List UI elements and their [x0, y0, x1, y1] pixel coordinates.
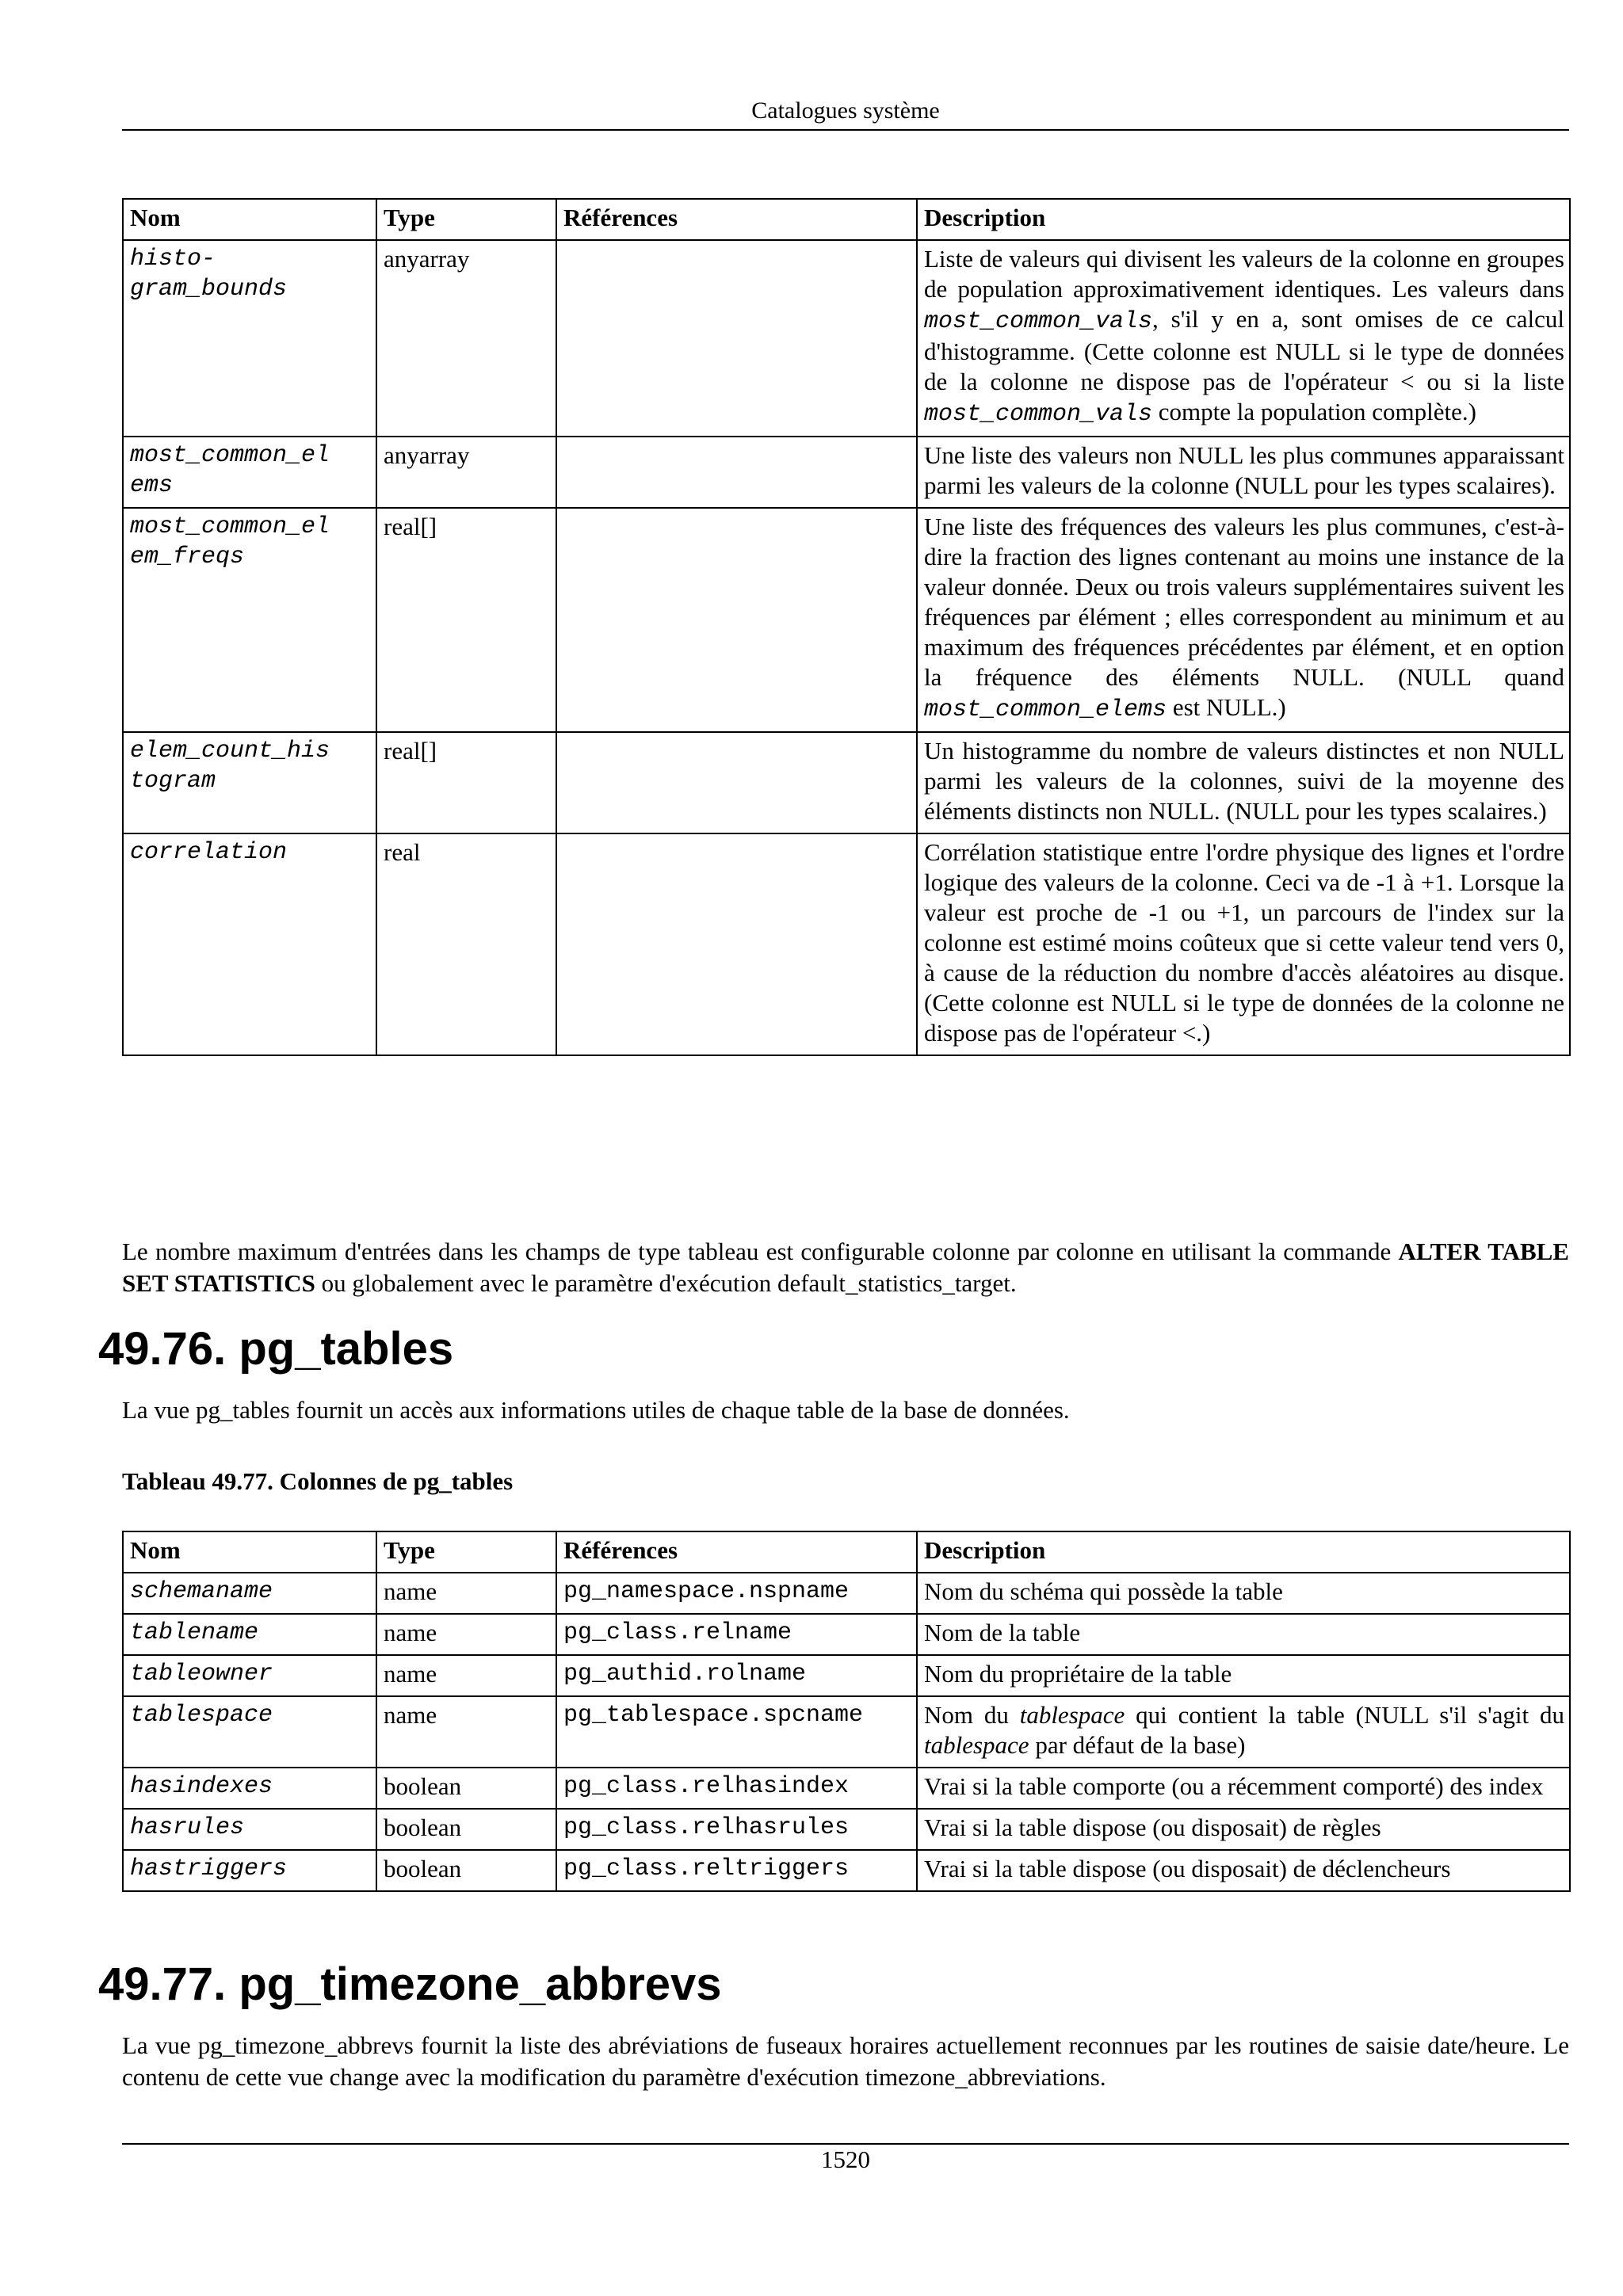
- cell-type: [376, 437, 556, 508]
- command-name: ALTER TABLE SET STATISTICS: [122, 1238, 1569, 1297]
- cell-references: [556, 1809, 917, 1850]
- cell-references-text: pg_namespace.nspname: [563, 1578, 850, 1605]
- header-rule: [122, 129, 1569, 131]
- cell-description: [917, 1614, 1570, 1655]
- cell-type-text: real: [384, 838, 421, 866]
- cell-name-text: tablename: [130, 1619, 259, 1646]
- inline-code: most_common_vals: [924, 401, 1153, 428]
- section-title-pg-timezone-abbrevs: 49.77. pg_timezone_abbrevs: [98, 1958, 722, 2010]
- cell-references-text: pg_class.reltriggers: [563, 1855, 850, 1882]
- cell-name: [123, 1655, 376, 1696]
- cell-type-text: name: [384, 1701, 437, 1729]
- description-text: Liste de valeurs qui divisent les valeurs de la colonne en groupes de population approximativement identiques. Les valeurs dans: [924, 245, 1564, 303]
- statistics-table-body: [123, 240, 1570, 1055]
- table-row: [123, 1768, 1570, 1809]
- cell-name: [123, 732, 376, 833]
- cell-references: [556, 240, 917, 437]
- cell-description: [917, 1850, 1570, 1891]
- cell-type-text: boolean: [384, 1772, 462, 1800]
- column-header-type: Type: [376, 1531, 556, 1573]
- cell-name-text: schemaname: [130, 1578, 273, 1605]
- cell-references-text: pg_authid.rolname: [563, 1661, 807, 1688]
- cell-name: [123, 437, 376, 508]
- running-header: Catalogues système: [751, 97, 940, 124]
- cell-references: [556, 833, 917, 1055]
- table-row: [123, 437, 1570, 508]
- table-header-row: [123, 199, 1570, 240]
- cell-name-text: correlation: [130, 839, 288, 866]
- cell-references: [556, 437, 917, 508]
- cell-type-text: name: [384, 1619, 437, 1646]
- column-header-description: Description: [917, 1531, 1570, 1573]
- description-text: Une liste des valeurs non NULL les plus communes apparaissant parmi les valeurs de la colonne (NULL pour les types scalaires).: [924, 441, 1564, 499]
- cell-type: [376, 1614, 556, 1655]
- cell-type-text: real[]: [384, 737, 437, 765]
- cell-type-text: name: [384, 1660, 437, 1688]
- cell-name: [123, 1614, 376, 1655]
- cell-description: [917, 1655, 1570, 1696]
- cell-type-text: real[]: [384, 513, 437, 540]
- column-header-name: Nom: [123, 199, 376, 240]
- table-row: [123, 240, 1570, 437]
- cell-name: [123, 1850, 376, 1891]
- cell-name-text: histo- gram_bounds: [130, 246, 288, 303]
- table-row: [123, 508, 1570, 732]
- column-header-references: Références: [556, 1531, 917, 1573]
- description-text: qui contient la table (NULL s'il s'agit du: [1125, 1701, 1564, 1729]
- description-text: Vrai si la table dispose (ou disposait) de règles: [924, 1814, 1381, 1841]
- pg-tables-intro: La vue pg_tables fournit un accès aux informations utiles de chaque table de la base de données.: [122, 1396, 1070, 1424]
- cell-type: [376, 833, 556, 1055]
- description-text: , s'il y en a, sont omises de ce calcul d'histogramme. (Cette colonne est NULL si le type de données de la colonne ne dispose pas de l'opérateur < ou si la liste: [924, 305, 1564, 395]
- description-text: Nom du propriétaire de la table: [924, 1660, 1232, 1688]
- cell-name-text: hasrules: [130, 1814, 245, 1841]
- description-text: par défaut de la base): [1029, 1731, 1246, 1759]
- pg-timezone-abbrevs-intro: La vue pg_timezone_abbrevs fournit la liste des abréviations de fuseaux horaires actuellement reconnues par les routines de saisie date/heure. Le contenu de cette vue change avec la modification du paramètre d'exécution timezone_abbreviations.: [122, 2031, 1569, 2091]
- cell-name-text: most_common_el em_freqs: [130, 513, 330, 570]
- table-row: [123, 1573, 1570, 1614]
- inline-code: most_common_elems: [924, 696, 1167, 723]
- cell-type: [376, 732, 556, 833]
- description-text: Un histogramme du nombre de valeurs distinctes et non NULL parmi les valeurs de la colonnes, suivi de la moyenne des éléments distincts non NULL. (NULL pour les types scalaires.): [924, 737, 1564, 825]
- cell-type: [376, 1850, 556, 1891]
- paragraph-text: ou globalement avec le paramètre d'exécution default_statistics_target.: [315, 1269, 1017, 1297]
- description-text: Vrai si la table dispose (ou disposait) de déclencheurs: [924, 1855, 1451, 1882]
- cell-references-text: pg_class.relhasrules: [563, 1814, 850, 1841]
- cell-name-text: hasindexes: [130, 1773, 273, 1800]
- description-text: Nom du schéma qui possède la table: [924, 1577, 1283, 1605]
- cell-type: [376, 1809, 556, 1850]
- description-text: Corrélation statistique entre l'ordre physique des lignes et l'ordre logique des valeurs de la colonne. Ceci va de -1 à +1. Lorsque la valeur est proche de -1 ou +1, un parcours de l'index sur la colonne est estimé moins coûteux que si cette valeur tend vers 0, à cause de la réduction du nombre d'accès aléatoires au disque. (Cette colonne est NULL si le type de données de la colonne ne dispose pas de l'opérateur <.): [924, 838, 1564, 1047]
- cell-type: [376, 1768, 556, 1809]
- cell-description: [917, 732, 1570, 833]
- cell-name: [123, 833, 376, 1055]
- statistics-note-paragraph: [122, 1236, 1569, 1299]
- cell-description: [917, 437, 1570, 508]
- cell-references: [556, 1655, 917, 1696]
- emphasis-text: tablespace: [1019, 1701, 1125, 1729]
- cell-name: [123, 1696, 376, 1768]
- page-number: 1520: [821, 2145, 870, 2173]
- description-text: Nom du: [924, 1701, 1020, 1729]
- table-row: [123, 833, 1570, 1055]
- cell-name-text: hastriggers: [130, 1855, 288, 1882]
- table-row: [123, 1696, 1570, 1768]
- table-row: [123, 1809, 1570, 1850]
- cell-references-text: pg_tablespace.spcname: [563, 1702, 864, 1729]
- cell-description: [917, 1573, 1570, 1614]
- column-header-description: Description: [917, 199, 1570, 240]
- cell-type: [376, 1573, 556, 1614]
- cell-type-text: boolean: [384, 1814, 462, 1841]
- statistics-columns-table: [122, 198, 1571, 1056]
- section-title-pg-tables: 49.76. pg_tables: [98, 1323, 454, 1375]
- pg-tables-table-body: [123, 1573, 1570, 1891]
- table-row: [123, 1850, 1570, 1891]
- column-header-name: Nom: [123, 1531, 376, 1573]
- cell-description: [917, 1768, 1570, 1809]
- description-text: Une liste des fréquences des valeurs les plus communes, c'est-à-dire la fraction des lignes contenant au moins une instance de la valeur donnée. Deux ou trois valeurs supplémentaires suivent les fréquences par élément ; elles correspondent au minimum et au maximum des fréquences précédentes par élément, et en option la fréquence des éléments NULL. (NULL quand: [924, 513, 1564, 691]
- cell-type-text: boolean: [384, 1855, 462, 1882]
- cell-references: [556, 1768, 917, 1809]
- cell-name-text: tablespace: [130, 1702, 273, 1729]
- description-text: Vrai si la table comporte (ou a récemment comporté) des index: [924, 1772, 1544, 1800]
- cell-type-text: name: [384, 1577, 437, 1605]
- cell-description: [917, 833, 1570, 1055]
- cell-name: [123, 240, 376, 437]
- table-row: [123, 732, 1570, 833]
- cell-references: [556, 1850, 917, 1891]
- description-text: Nom de la table: [924, 1619, 1081, 1646]
- cell-references: [556, 732, 917, 833]
- cell-description: [917, 508, 1570, 732]
- cell-references: [556, 1573, 917, 1614]
- cell-references: [556, 508, 917, 732]
- cell-name: [123, 1573, 376, 1614]
- cell-description: [917, 240, 1570, 437]
- cell-name: [123, 1809, 376, 1850]
- paragraph-text: Le nombre maximum d'entrées dans les champs de type tableau est configurable colonne par colonne en utilisant la commande: [122, 1238, 1399, 1265]
- cell-references-text: pg_class.relname: [563, 1619, 792, 1646]
- cell-type-text: anyarray: [384, 245, 470, 273]
- cell-type: [376, 508, 556, 732]
- description-text: est NULL.): [1167, 693, 1286, 721]
- cell-type: [376, 1655, 556, 1696]
- table-caption: Tableau 49.77. Colonnes de pg_tables: [122, 1467, 514, 1495]
- cell-name-text: elem_count_his togram: [130, 738, 330, 795]
- cell-references-text: pg_class.relhasindex: [563, 1773, 850, 1800]
- cell-type: [376, 1696, 556, 1768]
- table-row: [123, 1614, 1570, 1655]
- cell-name-text: most_common_el ems: [130, 442, 330, 499]
- cell-type-text: anyarray: [384, 441, 470, 469]
- cell-name: [123, 1768, 376, 1809]
- emphasis-text: tablespace: [924, 1731, 1029, 1759]
- column-header-references: Références: [556, 199, 917, 240]
- cell-references: [556, 1614, 917, 1655]
- cell-name: [123, 508, 376, 732]
- cell-description: [917, 1809, 1570, 1850]
- cell-description: [917, 1696, 1570, 1768]
- pg-tables-columns-table: [122, 1531, 1571, 1892]
- description-text: compte la population complète.): [1152, 398, 1476, 425]
- inline-code: most_common_vals: [924, 308, 1153, 335]
- column-header-type: Type: [376, 199, 556, 240]
- table-header-row: [123, 1531, 1570, 1573]
- cell-references: [556, 1696, 917, 1768]
- cell-name-text: tableowner: [130, 1661, 273, 1688]
- table-row: [123, 1655, 1570, 1696]
- cell-type: [376, 240, 556, 437]
